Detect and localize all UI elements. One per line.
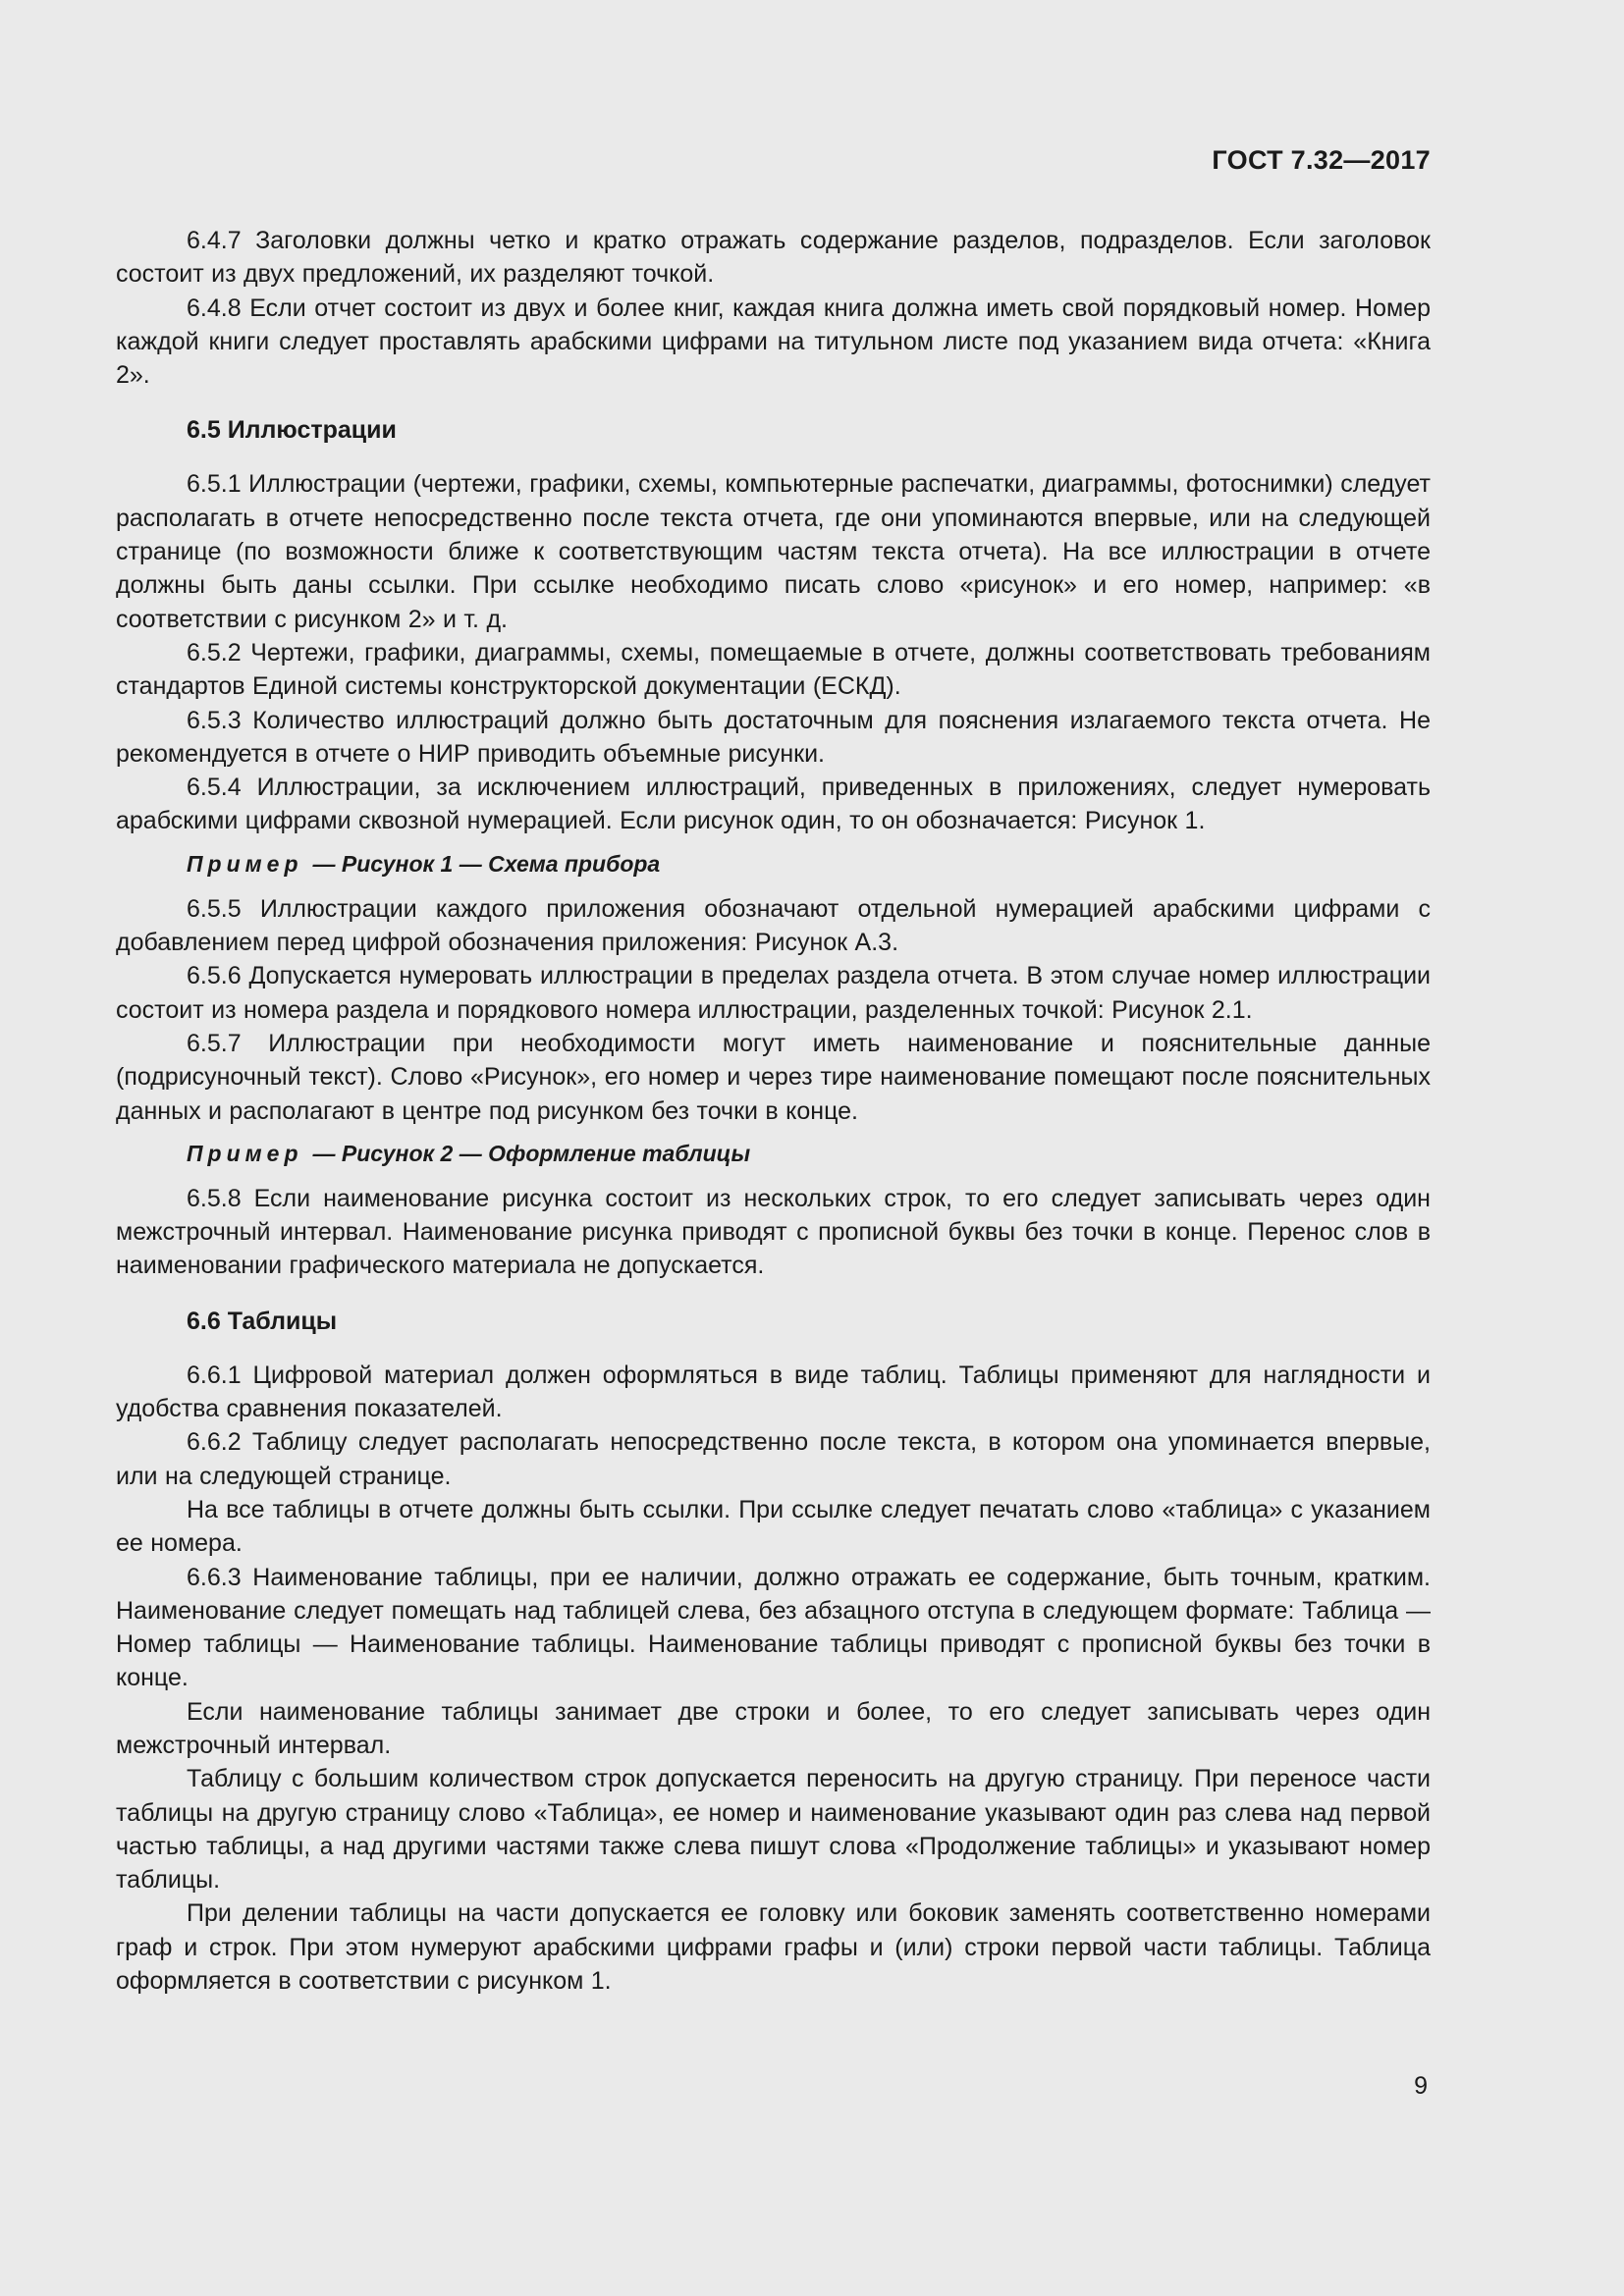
document-header: ГОСТ 7.32—2017: [1212, 145, 1431, 175]
paragraph-6-5-3: 6.5.3 Количество иллюстраций должно быть достаточным для пояснения излагаемого текста отчета. Не рекомендуется в отчете о НИР приводить объемные рисунки.: [116, 706, 1431, 768]
paragraph-6-4-7: 6.4.7 Заголовки должны четко и кратко отражать содержание разделов, подразделов. Если заголовок состоит из двух предложений, их разделяют точкой.: [116, 227, 1431, 289]
paragraph-6-5-4: 6.5.4 Иллюстрации, за исключением иллюстраций, приведенных в приложениях, следует нумеровать арабскими цифрами сквозной нумерацией. Если рисунок один, то он обозначается: Рисунок 1.: [116, 774, 1431, 835]
page-number: 9: [1414, 2072, 1428, 2100]
paragraph-6-5-2: 6.5.2 Чертежи, графики, диаграммы, схемы, помещаемые в отчете, должны соответствовать требованиям стандартов Единой системы конструкторской документации (ЕСКД).: [116, 638, 1431, 701]
example-label: Пример: [187, 1140, 303, 1166]
paragraph-table-transfer: Таблицу с большим количеством строк допускается переносить на другую страницу. При переносе части таблицы на другую страницу слово «Таблица», ее номер и наименование указывают один раз слева над первой частью таблицы, а над другими частями также слева пишут слова «Продолжение таблицы» и указывают номер таблицы.: [116, 1765, 1431, 1895]
example-label: Пример: [187, 850, 303, 877]
paragraph-6-5-5: 6.5.5 Иллюстрации каждого приложения обозначают отдельной нумерацией арабскими цифрами с добавлением перед цифрой обозначения приложения: Рисунок А.3.: [116, 894, 1431, 957]
section-heading-6-5: 6.5 Иллюстрации: [187, 416, 397, 445]
paragraph-6-5-8: 6.5.8 Если наименование рисунка состоит из нескольких строк, то его следует записывать через один межстрочный интервал. Наименование рисунка приводят с прописной буквы без точки в конце. Перенос слов в наименовании графического материала не допускается.: [116, 1184, 1431, 1280]
example-figure-1: [187, 847, 1431, 881]
paragraph-6-4-8: 6.4.8 Если отчет состоит из двух и более книг, каждая книга должна иметь свой порядковый номер. Номер каждой книги следует проставлять арабскими цифрами на титульном листе под указанием вида отчета: «Книга 2».: [116, 294, 1431, 390]
page-body: [116, 224, 1431, 1998]
paragraph-6-6-3-continued: Если наименование таблицы занимает две строки и более, то его следует записывать через один межстрочный интервал.: [116, 1697, 1431, 1759]
paragraph-6-6-2-continued: На все таблицы в отчете должны быть ссылки. При ссылке следует печатать слово «таблица» с указанием ее номера.: [116, 1495, 1431, 1558]
paragraph-table-split: При делении таблицы на части допускается ее головку или боковик заменять соответственно номерами граф и строк. При этом нумеруют арабскими цифрами графы и (или) строки первой части таблицы. Таблица оформляется в соответствии с рисунком 1.: [116, 1899, 1431, 1996]
paragraph-6-5-6: 6.5.6 Допускается нумеровать иллюстрации в пределах раздела отчета. В этом случае номер иллюстрации состоит из номера раздела и порядкового номера иллюстрации, разделенных точкой: Рисунок 2.1.: [116, 962, 1431, 1024]
paragraph-6-6-2: 6.6.2 Таблицу следует располагать непосредственно после текста, в котором она упоминается впервые, или на следующей странице.: [116, 1428, 1431, 1490]
example-text: — Рисунок 2 — Оформление таблицы: [312, 1140, 751, 1166]
example-figure-2: [187, 1137, 1431, 1170]
paragraph-6-5-7: 6.5.7 Иллюстрации при необходимости могут иметь наименование и пояснительные данные (подрисуночный текст). Слово «Рисунок», его номер и через тире наименование помещают после пояснительных данных и располагают в центре под рисунком без точки в конце.: [116, 1029, 1431, 1125]
paragraph-6-5-1: 6.5.1 Иллюстрации (чертежи, графики, схемы, компьютерные распечатки, диаграммы, фотоснимки) следует располагать в отчете непосредственно после текста отчета, где они упоминаются впервые, или на следующей странице (по возможности ближе к соответствующим частям текста отчета). На все иллюстрации в отчете должны быть даны ссылки. При ссылке необходимо писать слово «рисунок» и его номер, например: «в соответствии с рисунком 2» и т. д.: [116, 470, 1431, 633]
example-text: — Рисунок 1 — Схема прибора: [312, 850, 661, 877]
paragraph-6-6-1: 6.6.1 Цифровой материал должен оформляться в виде таблиц. Таблицы применяют для наглядности и удобства сравнения показателей.: [116, 1361, 1431, 1423]
paragraph-6-6-3: 6.6.3 Наименование таблицы, при ее наличии, должно отражать ее содержание, быть точным, кратким. Наименование следует помещать над таблицей слева, без абзацного отступа в следующем формате: Таблица — Номер таблицы — Наименование таблицы. Наименование таблицы приводят с прописной буквы без точки в конце.: [116, 1563, 1431, 1692]
section-heading-6-6: 6.6 Таблицы: [187, 1307, 338, 1335]
